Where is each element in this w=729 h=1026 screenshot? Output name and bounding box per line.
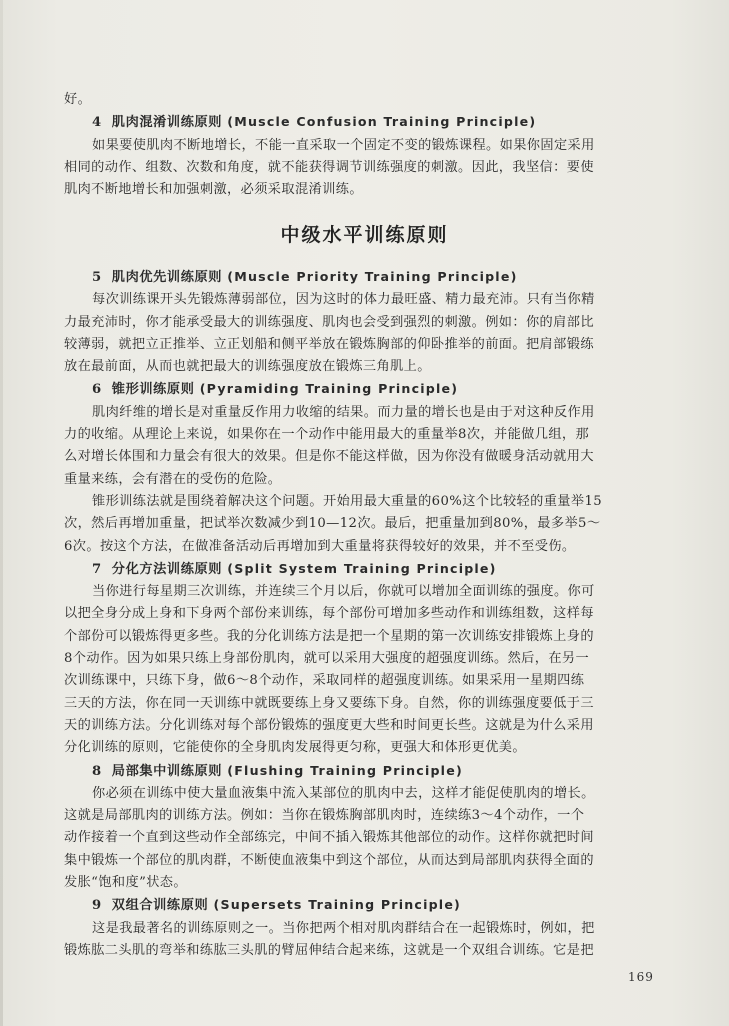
principle-7-heading: 7 分化方法训练原则 (Split System Training Principle) bbox=[92, 560, 497, 577]
page-number: 169 bbox=[628, 970, 654, 984]
paragraph-line: 放在最前面，从而也就把最大的训练强度放在锻炼三角肌上。 bbox=[64, 359, 431, 375]
principle-4-heading: 4 肌肉混淆训练原则 (Muscle Confusion Training Principle) bbox=[92, 114, 537, 131]
section-title: 中级水平训练原则 bbox=[280, 224, 449, 246]
paragraph-line: 发胀“饱和度”状态。 bbox=[64, 875, 187, 891]
paragraph-line: 动作接着一个直到这些动作全部练完，中间不插入锻炼其他部位的动作。这样你就把时间 bbox=[64, 830, 594, 846]
paragraph-line: 6次。按这个方法，在做准备活动后再增加到大重量将获得较好的效果，并不至受伤。 bbox=[64, 538, 576, 554]
top-text-block bbox=[64, 89, 668, 201]
main-text-block bbox=[64, 266, 668, 962]
paragraph-line: 相同的动作、组数、次数和角度，就不能获得调节训练强度的刺激。因此，我坚信：要使 bbox=[64, 159, 594, 175]
paragraph-line: 天的训练方法。分化训练对每个部份锻炼的强度更大些和时间更长些。这就是为什么采用 bbox=[64, 717, 594, 733]
paragraph-line: 肌肉不断地增长和加强刺激，必须采取混淆训练。 bbox=[64, 182, 363, 198]
paragraph-line: 以把全身分成上身和下身两个部份来训练，每个部份可增加多些动作和训练组数，这样每 bbox=[64, 606, 594, 622]
paragraph-line: 8个动作。因为如果只练上身部份肌肉，就可以采用大强度的超强度训练。然后，在另一 bbox=[64, 651, 590, 667]
paragraph-line: 重量来练，会有潜在的受伤的危险。 bbox=[64, 471, 282, 487]
paragraph-line: 锥形训练法就是围绕着解决这个问题。开始用最大重量的60%这个比较轻的重量举15 bbox=[92, 493, 603, 509]
paragraph-line: 肌肉纤维的增长是对重量反作用力收缩的结果。而力量的增长也是由于对这种反作用 bbox=[92, 404, 595, 420]
paragraph-line: 这是我最著名的训练原则之一。当你把两个相对肌肉群结合在一起锻炼时，例如，把 bbox=[92, 920, 595, 936]
paragraph-line: 么对增长体围和力量会有很大的效果。但是你不能这样做，因为你没有做暖身活动就用大 bbox=[64, 449, 594, 465]
paragraph-line: 较薄弱，就把立正推举、立正划船和侧平举放在锻炼胸部的仰卧推举的前面。把肩部锻练 bbox=[64, 336, 594, 352]
principle-9-heading: 9 双组合训练原则 (Supersets Training Principle) bbox=[92, 897, 462, 914]
paragraph-line: 集中锻炼一个部位的肌肉群，不断使血液集中到这个部位，从而达到局部肌肉获得全面的 bbox=[64, 852, 594, 868]
paragraph-line: 当你进行每星期三次训练，并连续三个月以后，你就可以增加全面训练的强度。你可 bbox=[92, 584, 595, 600]
paragraph-line: 如果要使肌肉不断地增长，不能一直采取一个固定不变的锻炼课程。如果你固定采用 bbox=[92, 137, 595, 153]
paragraph-line: 力的收缩。从理论上来说，如果你在一个动作中能用最大的重量举8次，并能做几组，那 bbox=[64, 427, 590, 443]
paragraph-line: 力最充沛时，你才能承受最大的训练强度、肌肉也会受到强烈的刺激。例如：你的肩部比 bbox=[64, 314, 594, 330]
paragraph-line: 次训练课中，只练下身，做6～8个动作，采取同样的超强度训练。如果采用一星期四练 bbox=[64, 673, 585, 689]
principle-5-heading: 5 肌肉优先训练原则 (Muscle Priority Training Principle) bbox=[92, 269, 518, 285]
continuation-line: 好。 bbox=[64, 92, 92, 107]
paragraph-line: 锻炼肱二头肌的弯举和练肱三头肌的臂屈伸结合起来练，这就是一个双组合训练。它是把 bbox=[64, 942, 594, 958]
paragraph-line: 三天的方法，你在同一天训练中就既要练上身又要练下身。自然，你的训练强度要低于三 bbox=[64, 695, 594, 711]
principle-6-heading: 6 锥形训练原则 (Pyramiding Training Principle) bbox=[92, 381, 459, 398]
paragraph-line: 次，然后再增加重量，把试举次数减少到10—12次。最后，把重量加到80%，最多举5～ bbox=[64, 516, 601, 532]
paragraph-line: 你必须在训练中使大量血液集中流入某部位的肌肉中去，这样才能促使肌肉的增长。 bbox=[92, 785, 595, 801]
paragraph-line: 个部份可以锻炼得更多些。我的分化训练方法是把一个星期的第一次训练安排锻炼上身的 bbox=[64, 628, 594, 644]
paragraph-line: 分化训练的原则，它能使你的全身肌肉发展得更匀称，更强大和体形更优美。 bbox=[64, 740, 526, 756]
principle-8-heading: 8 局部集中训练原则 (Flushing Training Principle) bbox=[92, 762, 463, 779]
paragraph-line: 每次训练课开头先锻炼薄弱部位，因为这时的体力最旺盛、精力最充沛。只有当你精 bbox=[92, 292, 595, 308]
paragraph-line: 这就是局部肌肉的训练方法。例如：当你在锻炼胸部肌肉时，连续练3～4个动作，一个 bbox=[64, 808, 585, 824]
page-edge bbox=[0, 0, 3, 1026]
